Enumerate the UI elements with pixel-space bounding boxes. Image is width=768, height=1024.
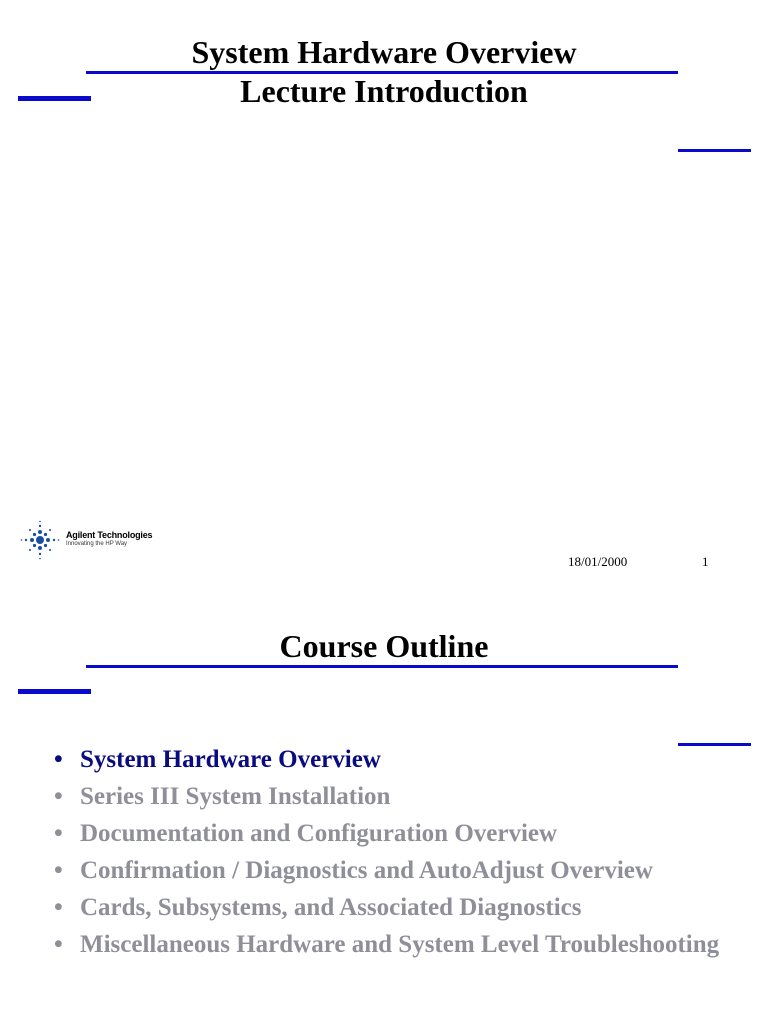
- outline-item: [54, 929, 744, 960]
- outline-item: [54, 818, 744, 849]
- slide-title-line-1: System Hardware Overview: [191, 34, 577, 70]
- bullet-icon: •: [54, 931, 63, 958]
- outline-item-label: System Hardware Overview: [80, 746, 381, 773]
- right-accent-bar: [678, 149, 751, 152]
- logo-company-name: Agilent Technologies: [66, 530, 153, 540]
- bullet-icon: •: [54, 820, 63, 847]
- title-underline: [86, 665, 678, 668]
- slide-title-line-2: Lecture Introduction: [240, 73, 528, 109]
- outline-item: [54, 892, 744, 923]
- outline-item-label: Documentation and Configuration Overview: [80, 820, 558, 847]
- course-outline-title: Course Outline: [279, 628, 489, 664]
- slide-2: [0, 596, 768, 1024]
- outline-item: [54, 855, 744, 886]
- left-accent-bar: [18, 689, 91, 694]
- footer-page-number: 1: [702, 554, 709, 569]
- course-outline-list: [54, 744, 744, 966]
- bullet-icon: •: [54, 783, 63, 810]
- bullet-icon: •: [54, 746, 63, 773]
- outline-item-label: Series III System Installation: [80, 783, 391, 810]
- outline-item-label: Confirmation / Diagnostics and AutoAdjust Overview: [80, 857, 653, 884]
- outline-item-label: Miscellaneous Hardware and System Level Troubleshooting: [80, 931, 720, 958]
- logo-text: [66, 530, 152, 548]
- outline-item: [54, 781, 744, 812]
- outline-item-label: Cards, Subsystems, and Associated Diagnostics: [80, 894, 582, 921]
- agilent-spark-icon: [20, 520, 60, 560]
- agilent-logo: [20, 520, 180, 560]
- footer-date: 18/01/2000: [568, 554, 628, 569]
- outline-item: [54, 744, 744, 775]
- bullet-icon: •: [54, 894, 63, 921]
- bullet-icon: •: [54, 857, 63, 884]
- logo-tagline: Innovating the HP Way: [66, 541, 128, 547]
